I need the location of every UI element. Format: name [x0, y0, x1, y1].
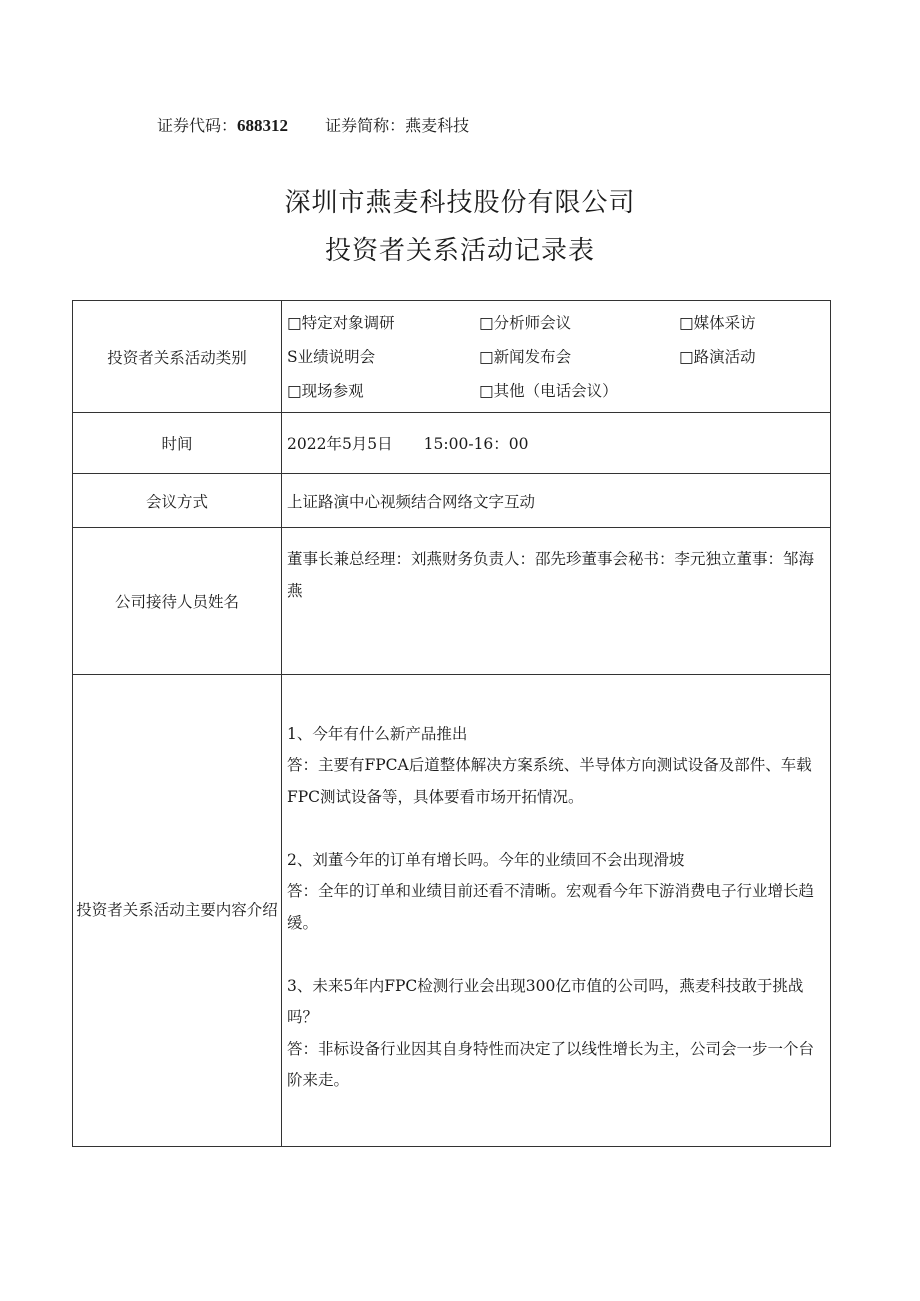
document-title: 投资者关系活动记录表 — [324, 236, 595, 266]
option-earnings-briefing: S业绩说明会 — [287, 347, 376, 366]
main-content-cell — [282, 675, 831, 1147]
answer-2: 答：全年的订单和业绩目前还看不清晰。宏观看今年下游消费电子行业增长趋缓。 — [287, 882, 815, 932]
time-label: 时间 — [73, 413, 282, 474]
table-row — [73, 301, 831, 413]
question-3: 3、未来5年内FPC检测行业会出现300亿市值的公司吗，燕麦科技敢于挑战吗？ — [287, 976, 804, 1026]
table-row — [73, 474, 831, 528]
activity-type-options — [287, 312, 826, 402]
qa-list — [287, 719, 826, 1097]
answer-3: 答：非标设备行业因其自身特性而决定了以线性增长为主，公司会一步一个台阶来走。 — [287, 1039, 815, 1089]
staff-label: 公司接待人员姓名 — [73, 528, 282, 675]
activity-type-label: 投资者关系活动类别 — [73, 301, 282, 413]
table-row — [73, 528, 831, 675]
time-value: 2022年5月5日 15:00-16：00 — [282, 413, 831, 474]
security-name-label: 证券简称： — [325, 116, 406, 135]
answer-1: 答：主要有FPCA后道整体解决方案系统、半导体方向测试设备及部件、车载FPC测试设备等，具体要看市场开拓情况。 — [287, 756, 812, 806]
option-analyst-meeting: □分析师会议 — [479, 313, 572, 332]
security-name: 燕麦科技 — [405, 116, 470, 135]
security-code: 688312 — [237, 116, 289, 135]
option-other: □其他（电话会议） — [479, 381, 618, 400]
question-2: 2、刘董今年的订单有增长吗。今年的业绩回不会出现滑坡 — [287, 850, 685, 869]
staff-cell — [282, 528, 831, 675]
security-code-label: 证券代码： — [157, 116, 238, 135]
option-press-conference: □新闻发布会 — [479, 347, 572, 366]
option-special-research: □特定对象调研 — [287, 313, 395, 332]
activity-record-table — [72, 300, 831, 1147]
option-roadshow: □路演活动 — [679, 347, 756, 366]
table-row — [73, 675, 831, 1147]
question-1: 1、今年有什么新产品推出 — [287, 724, 468, 743]
activity-type-cell — [282, 301, 831, 413]
company-title: 深圳市燕麦科技股份有限公司 — [284, 188, 636, 218]
option-media-interview: □媒体采访 — [679, 313, 756, 332]
security-info — [157, 113, 469, 136]
table-row — [73, 413, 831, 474]
option-site-visit: □现场参观 — [287, 381, 364, 400]
method-label: 会议方式 — [73, 474, 282, 528]
method-value: 上证路演中心视频结合网络文字互动 — [282, 474, 831, 528]
main-content-label: 投资者关系活动主要内容介绍 — [73, 675, 282, 1147]
staff-value: 董事长兼总经理：刘燕财务负责人：邵先珍董事会秘书：李元独立董事：邹海燕 — [287, 550, 815, 600]
